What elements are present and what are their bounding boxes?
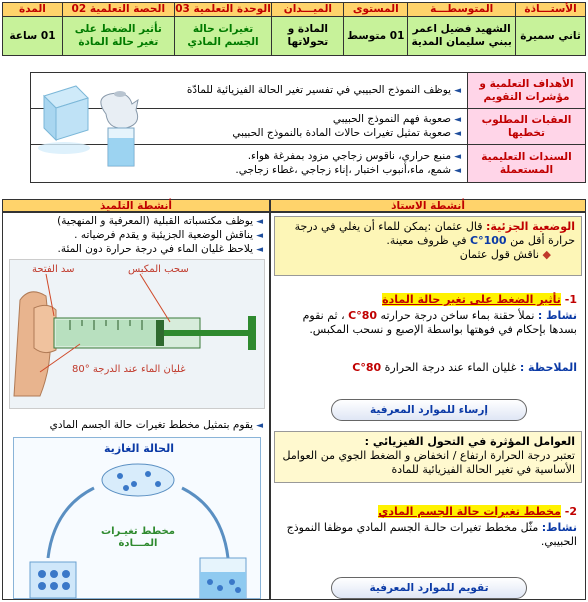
teacher-section-header: أنشطة الاستاذ [270,199,586,212]
activity-text-2: ، ثم نقوم بسدها بإحكام في فوهتها بواسطة الإصبع و نسحب المكبس. [302,309,577,336]
activity-2-text: مثّل مخطط تغيرات حالـة الجسم المادي موظفا النموذج الحبيبي. [286,521,577,548]
student-section-header: أنشطة التلميذ [2,199,270,212]
student-bullet-diagram [5,419,263,431]
resource-item: شمع، ماء،أنبوب اختبار ،إناء زجاجي ،غطاء زجاجي. [235,163,452,176]
activity-1 [277,309,577,337]
header-level-value: 01 متوسط [344,17,408,56]
student-bullet: يقوم بتمثيل مخطط تغيرات حالة الجسم المادي [49,419,254,431]
states-diagram [13,437,261,599]
situation-label: الوضعية الجزئية: [486,220,575,233]
header-school-value: الشهيد فضيل اعمر ببني سليمان المدية [408,17,516,56]
resources-label: السندات التعليمية المستعملة [468,145,586,183]
header-table [2,2,586,56]
header-level-title: المستوى [344,3,408,17]
student-panel [2,212,270,600]
section-1-text: تأثير الضغط على تغير حالة المادة [382,293,561,306]
observation-temp: 80°C [352,361,382,374]
observation-text: غليان الماء عند درجة الحرارة [384,361,517,374]
triangle-bullet-icon: ◄ [454,85,461,96]
temp-80: 80°C [348,309,378,322]
changes-chart-label: مخطط تغيـرات المـــادة [101,526,175,549]
triangle-bullet-icon: ◄ [256,217,263,227]
syringe-boil-label: غليان الماء عند الدرجة °80 [72,364,186,375]
factors-box [274,431,582,483]
discuss-icon: ◆ [539,248,551,261]
header-duration-value: 01 ساعة [3,17,63,56]
obstacle-item: صعوبة تمثيل تغيرات حالات المادة بالنموذج الحبيبي [232,126,452,139]
obstacles-label: العقبات المطلوب تخطيها [468,109,586,145]
section-2-title [378,505,577,518]
header-unit-value: تغيرات حالة الجسم المادي [174,17,272,56]
student-bullet: يلاحظ غليان الماء في درجة حرارة دون المئة. [57,243,254,255]
header-duration-title: المدة [3,3,63,17]
header-session-value: تأثير الضغط على تغير حالة المادة [62,17,174,56]
activity-2-label: نشاط: [541,521,577,534]
triangle-bullet-icon: ◄ [256,245,263,255]
temp-100: 100°C [470,234,507,247]
triangle-bullet-icon: ◄ [256,421,263,431]
discuss-text: ناقش قول عثمان [459,248,540,261]
header-teacher-title: الأستـــاذة [516,3,586,17]
observation-label: الملاحظة : [519,361,577,374]
student-bullet: يوظف مكتسباته القبلية (المعرفية و المنهجية) [57,215,254,227]
situation-end: في ظروف معينة. [386,234,467,247]
syringe-illustration [9,259,265,409]
activity-label: نشاط : [537,309,577,322]
triangle-bullet-icon: ◄ [256,231,263,241]
ice-water-illustration [36,76,146,176]
triangle-bullet-icon: ◄ [454,165,461,176]
factors-title: العوامل المؤثرة في التحول الفيزيائي : [364,435,575,448]
objective-item: يوظف النموذج الحبيبي في تفسير تغير الحالة الفيزيائية للمادّة [186,83,452,96]
evaluation-pill: تقويم للموارد المعرفية [331,577,527,599]
header-teacher-value: ثاني سميرة [516,17,586,56]
objectives-label: الأهداف التعلمية و مؤشرات التقويم [468,73,586,109]
student-bullets [5,215,263,257]
teacher-panel [270,212,586,600]
situation-box [274,216,582,276]
triangle-bullet-icon: ◄ [454,114,461,125]
header-unit-title: الوحدة التعلمية 03 [175,3,271,15]
triangle-bullet-icon: ◄ [454,128,461,139]
section-1-title [382,293,577,306]
situation-text: قال عثمان :يمكن للماء أن يغلي في درجة حرارة أقل من [294,220,575,247]
section-2-number: 2- [564,505,577,518]
obstacle-item: صعوبة فهم النموذج الحبيبي [332,112,452,125]
section-2-text: مخطط تغيرات حالة الجسم المادي [378,505,561,518]
header-field-title: الميـــدان [272,3,344,17]
activity-text: نملأ حقنة بماء ساخن درجة حرارته [380,309,535,322]
triangle-bullet-icon: ◄ [454,151,461,162]
resource-item: منبع حراري، ناقوس زجاجي مزود بمفرغة هواء. [247,149,452,162]
observation [277,361,577,375]
section-1-number: 1- [564,293,577,306]
student-bullet: يناقش الوضعية الجزيئية و يقدم فرضياته . [74,229,254,241]
gas-state-label: الحالة الغازية [104,442,174,455]
header-school-title: المتوسطـــة [408,3,516,17]
header-session-title: الحصة التعلمية 02 [62,3,174,17]
header-field-value: المادة و تحولاتها [272,17,344,56]
activity-2 [277,521,577,549]
consolidation-pill-1: إرساء للموارد المعرفية [331,399,527,421]
factors-text: تعتبر درجة الحرارة ارتفاع / انخفاض و الضغط الجوي من العوامل الأساسية في تغير الحالة الفيزيائية للمادة [282,449,575,476]
syringe-plunger-label: سحب المكبس [128,264,189,275]
syringe-plug-label: سد الفتحة [32,264,75,275]
